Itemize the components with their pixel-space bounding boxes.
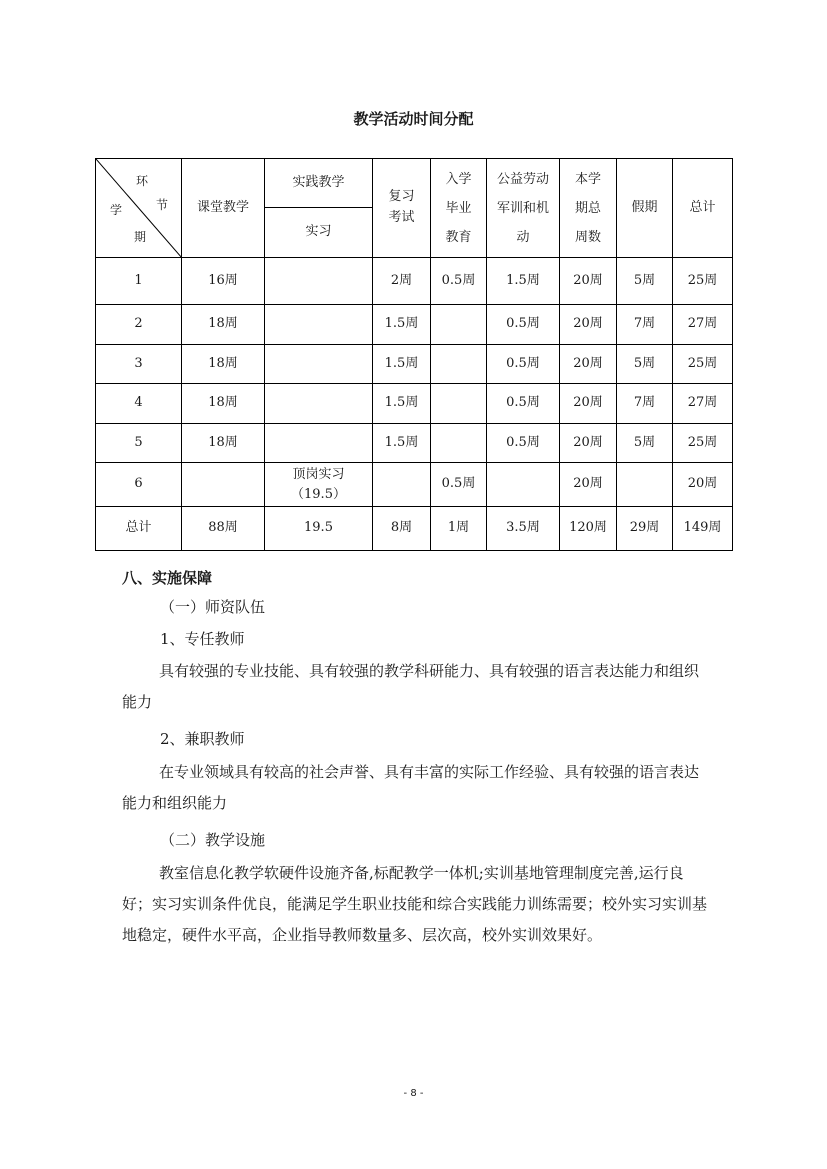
- header-total: 总计: [673, 159, 733, 258]
- table-row: 2 18周 1.5周 0.5周 20周 7周 27周: [96, 305, 733, 345]
- header-holiday: 假期: [617, 159, 673, 258]
- table-row: 5 18周 1.5周 0.5周 20周 5周 25周: [96, 424, 733, 463]
- table-row: 6 顶岗实习 （19.5） 0.5周 20周 20周: [96, 463, 733, 507]
- paragraph: 具有较强的专业技能、具有较强的教学科研能力、具有较强的语言表达能力和组织能力: [122, 662, 700, 711]
- table-row: 4 18周 1.5周 0.5周 20周 7周 27周: [96, 384, 733, 424]
- item-title: 2、兼职教师: [160, 730, 245, 748]
- section-heading: 八、实施保障: [122, 569, 213, 587]
- paragraph: 在专业领域具有较高的社会声誉、具有丰富的实际工作经验、具有较强的语言表达能力和组织能力: [122, 763, 700, 812]
- subsection-title: （二）教学设施: [160, 831, 266, 849]
- header-labor: 公益劳动 军训和机 动: [487, 159, 560, 258]
- diag-right-label: 节: [156, 198, 169, 212]
- header-weeks: 本学 期总 周数: [560, 159, 617, 258]
- header-practice: 实践教学: [265, 159, 373, 208]
- schedule-table: [95, 158, 733, 551]
- diagonal-header-cell: [96, 159, 182, 258]
- page-number: - 8 -: [403, 1088, 424, 1099]
- table-row: 1 16周 2周 0.5周 1.5周 20周 5周 25周: [96, 258, 733, 305]
- diag-top-label: 环: [136, 174, 149, 188]
- diag-left-label: 学: [110, 203, 123, 217]
- diag-bottom-label: 期: [134, 230, 147, 244]
- table-total-row: 总计 88周 19.5 8周 1周 3.5周 120周 29周 149周: [96, 507, 733, 551]
- subsection-title: （一）师资队伍: [160, 598, 266, 616]
- paragraph: 教室信息化教学软硬件设施齐备,标配教学一体机;实训基地管理制度完善,运行良好；实习实训条件优良，能满足学生职业技能和综合实践能力训练需要；校外实习实训基地稳定，硬件水平高，企业指导教师数量多、层次高，校外实训效果好。: [122, 864, 708, 944]
- header-internship: 实习: [265, 208, 373, 258]
- table-row: 3 18周 1.5周 0.5周 20周 5周 25周: [96, 345, 733, 384]
- table-title: 教学活动时间分配: [353, 110, 474, 128]
- header-review: 复习 考试: [373, 159, 431, 258]
- header-classroom: 课堂教学: [182, 159, 265, 258]
- item-title: 1、专任教师: [160, 630, 245, 648]
- header-entry: 入学 毕业 教育: [431, 159, 487, 258]
